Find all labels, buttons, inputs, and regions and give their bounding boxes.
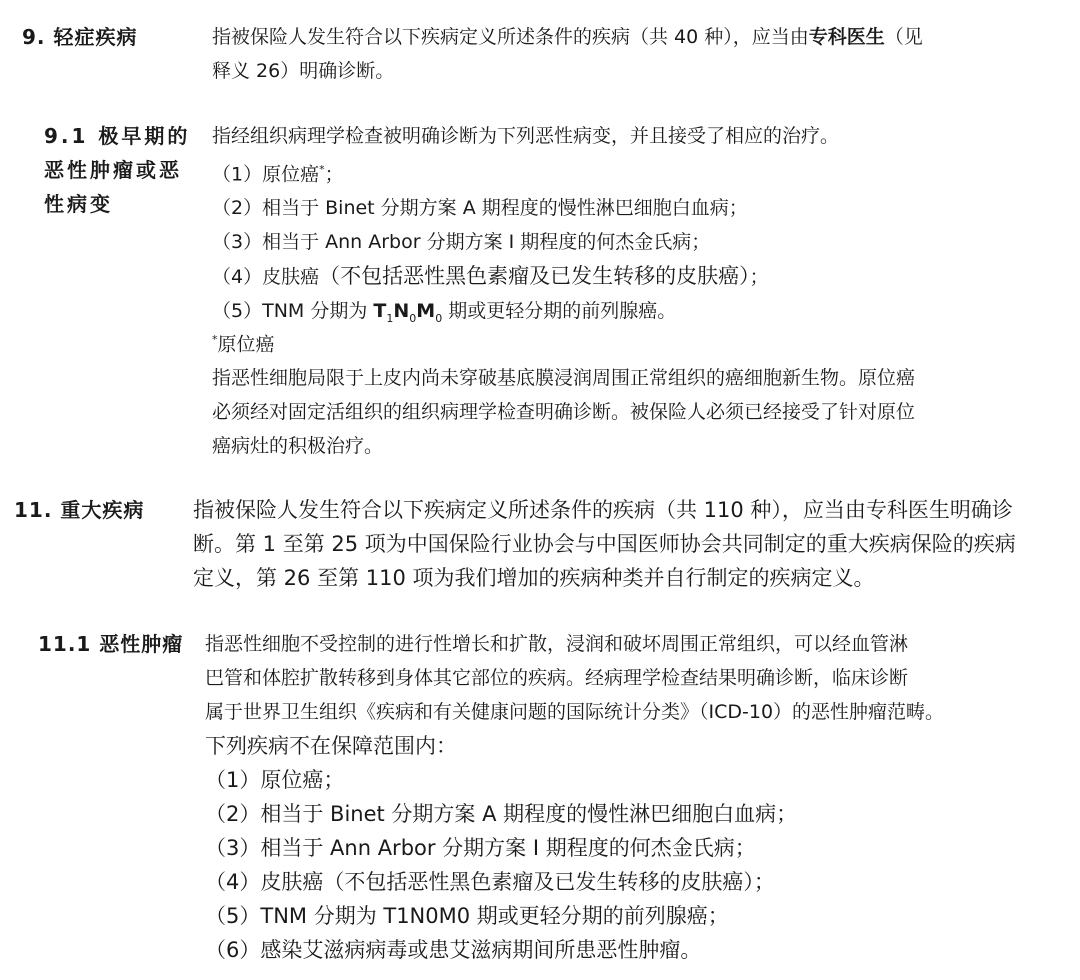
note-title bbox=[212, 323, 1072, 361]
section-9-1-intro: 指经组织病理学检查被明确诊断为下列恶性病变，并且接受了相应的治疗。 bbox=[212, 125, 840, 147]
term-line: 9.1 极早期的 bbox=[44, 124, 191, 148]
section-11-1-exclusions bbox=[205, 729, 1075, 967]
section-11-definition bbox=[193, 493, 1073, 595]
text-span: （5）TNM 分期为 bbox=[212, 300, 374, 323]
section-9-line-1 bbox=[212, 20, 1062, 54]
list-item: （2）相当于 Binet 分期方案 A 期程度的慢性淋巴细胞白血病； bbox=[212, 197, 748, 220]
definition-line: 指被保险人发生符合以下疾病定义所述条件的疾病（共 110 种），应当由专科医生明确诊 bbox=[193, 498, 1013, 522]
footnote-marker: * bbox=[212, 333, 218, 346]
definition-line: 断。第 1 至第 25 项为中国保险行业协会与中国医师协会共同制定的重大疾病保险的疾病 bbox=[193, 532, 1016, 556]
section-9-1-term bbox=[44, 119, 204, 221]
subscript: 0 bbox=[409, 312, 417, 326]
text-span: ； bbox=[324, 163, 344, 186]
footnote-marker: * bbox=[319, 163, 325, 176]
note-line: 指恶性细胞局限于上皮内尚未穿破基底膜浸润周围正常组织的癌细胞新生物。原位癌 bbox=[212, 367, 916, 390]
text-span: 原位癌 bbox=[217, 333, 275, 356]
list-item bbox=[212, 153, 1072, 191]
note-line: 必须经对固定活组织的组织病理学检查明确诊断。被保险人必须已经接受了针对原位 bbox=[212, 401, 916, 424]
exclusion-item: （5）TNM 分期为 T1N0M0 期或更轻分期的前列腺癌； bbox=[205, 904, 729, 928]
text-span: ； bbox=[749, 266, 769, 289]
exclusions-title: 下列疾病不在保障范围内： bbox=[205, 734, 457, 758]
term-line: 恶性肿瘤或恶 bbox=[44, 158, 182, 182]
section-9-term: 9. 轻症疾病 bbox=[22, 25, 138, 49]
exclusion-item: （4）皮肤癌（不包括恶性黑色素瘤及已发生转移的皮肤癌）； bbox=[205, 870, 775, 894]
specialist-doctor-term: 专科医生 bbox=[808, 26, 885, 48]
text-span: T bbox=[373, 300, 387, 323]
text-span: （4）皮肤癌 bbox=[212, 266, 320, 289]
list-item: （3）相当于 Ann Arbor 分期方案 I 期程度的何杰金氏病； bbox=[212, 231, 711, 254]
subscript: 0 bbox=[435, 312, 443, 326]
exclusion-item: （1）原位癌； bbox=[205, 768, 345, 792]
definition-line: 定义，第 26 至第 110 项为我们增加的疾病种类并自行制定的疾病定义。 bbox=[193, 566, 875, 590]
exclusion-item: （3）相当于 Ann Arbor 分期方案 I 期程度的何杰金氏病； bbox=[205, 836, 756, 860]
subscript: 1 bbox=[386, 312, 394, 326]
text-span: 期或更轻分期的前列腺癌。 bbox=[442, 300, 677, 323]
text-span: （1）原位癌 bbox=[212, 163, 320, 186]
definition-line: 巴管和体腔扩散转移到身体其它部位的疾病。经病理学检查结果明确诊断，临床诊断 bbox=[205, 667, 909, 689]
text-span: N bbox=[393, 300, 410, 323]
text-span: 指被保险人发生符合以下疾病定义所述条件的疾病（共 40 种），应当由 bbox=[212, 26, 809, 48]
text-span: M bbox=[416, 300, 436, 323]
section-11-1-term: 11.1 恶性肿瘤 bbox=[38, 632, 184, 656]
section-9-1-note bbox=[212, 323, 1072, 463]
section-9-line-2: 释义 26）明确诊断。 bbox=[212, 60, 395, 82]
section-9-definition bbox=[212, 20, 1062, 88]
section-9-1-definition bbox=[212, 119, 1072, 336]
definition-line: 指恶性细胞不受控制的进行性增长和扩散，浸润和破坏周围正常组织，可以经血管淋 bbox=[205, 633, 909, 655]
definition-line: 属于世界卫生组织《疾病和有关健康问题的国际统计分类》（ICD-10）的恶性肿瘤范畴。 bbox=[205, 701, 945, 723]
section-11-term: 11. 重大疾病 bbox=[14, 498, 145, 522]
note-line: 癌病灶的积极治疗。 bbox=[212, 435, 384, 458]
text-span: （见 bbox=[884, 26, 923, 48]
section-11-1-definition bbox=[205, 627, 1075, 729]
exclusion-item: （6）感染艾滋病病毒或患艾滋病期间所患恶性肿瘤。 bbox=[205, 938, 702, 962]
term-line: 性病变 bbox=[44, 192, 113, 216]
list-item bbox=[212, 259, 1072, 294]
exclusion-item: （2）相当于 Binet 分期方案 A 期程度的慢性淋巴细胞白血病； bbox=[205, 802, 798, 826]
text-span: （不包括恶性黑色素瘤及已发生转移的皮肤癌） bbox=[319, 264, 750, 289]
